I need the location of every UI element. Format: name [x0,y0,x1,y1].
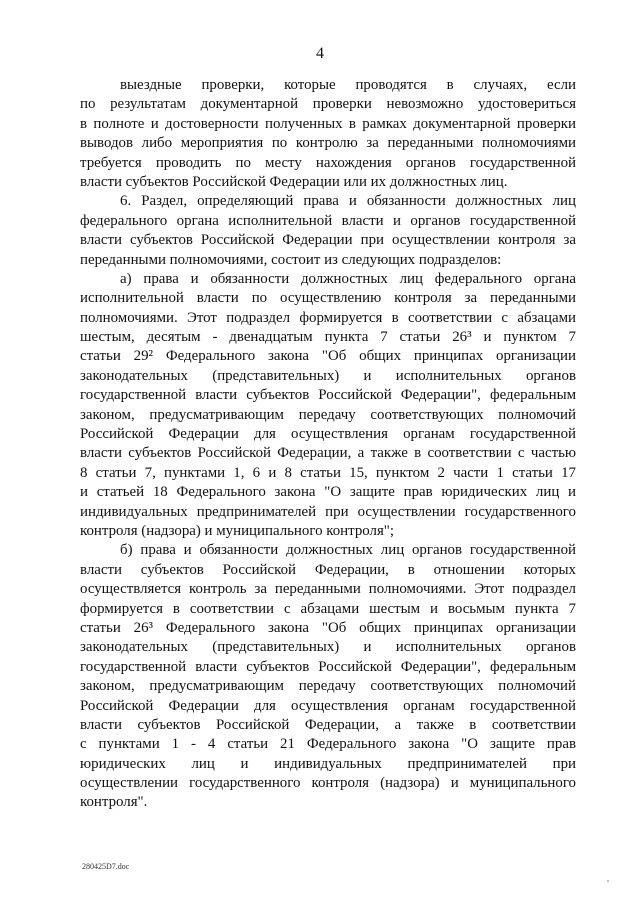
text-line: контроля". [80,794,148,811]
text-line: по результатам документарной проверки невозможно удостовериться [80,96,576,113]
text-line: формируется в соответствии с абзацами шестым и восьмым пункта 7 [80,600,576,617]
text-line: в полноте и достоверности полученных в рамках документарной проверки [80,115,576,132]
text-line: федерального органа исполнительной власти и органов государственной [80,212,576,229]
text-line: законом, предусматривающим передачу соответствующих полномочий [80,678,576,695]
text-line: б) права и обязанности должностных лиц органов государственной [120,542,576,559]
page-number: 4 [316,45,324,62]
text-line: власти субъектов Российской Федерации, а также в соответствии [80,716,576,733]
text-line: власти субъектов Российской Федерации, в отношении которых [80,561,576,578]
text-line: с пунктами 1 - 4 статьи 21 Федерального закона "О защите прав [80,736,576,753]
text-line: государственной власти субъектов Российской Федерации", федеральным [80,387,576,404]
text-line: статьи 29² Федерального закона "Об общих принципах организации [80,348,576,365]
text-line: осуществляется контроль за переданными полномочиями. Этот подраздел [80,581,576,598]
text-line: полномочиями. Этот подраздел формируется в соответствии с абзацами [80,309,576,326]
text-line: а) права и обязанности должностных лиц федерального органа [120,270,576,287]
text-line: статьи 26³ Федерального закона "Об общих принципах организации [80,619,576,636]
text-line: выездные проверки, которые проводятся в случаях, если [120,77,576,93]
text-line: исполнительной власти по осуществлению контроля за переданными [80,290,576,307]
text-line: индивидуальных предпринимателей при осуществлении государственного [80,503,576,520]
text-line: переданными полномочиями, состоит из следующих подразделов: [80,251,502,268]
text-line: власти субъектов Российской Федерации при осуществлении контроля за [80,232,576,249]
text-line: 8 статьи 7, пунктами 1, 6 и 8 статьи 15, пунктом 2 части 1 статьи 17 [80,464,576,481]
text-line: Российской Федерации для осуществления органам государственной [80,697,576,714]
text-line: Российской Федерации для осуществления органам государственной [80,426,576,443]
text-line: законодательных (представительных) и исполнительных органов [80,367,576,384]
document-body [80,76,576,813]
scan-speck [607,880,609,882]
text-line: 6. Раздел, определяющий права и обязанности должностных лиц [120,193,576,210]
text-line: требуется проводить по месту нахождения органов государственной [80,154,576,171]
text-line: контроля (надзора) и муниципального контроля"; [80,522,395,539]
text-line: и статьей 18 Федерального закона "О защите прав юридических лиц и [80,484,576,501]
text-line: шестым, десятым - двенадцатым пункта 7 статьи 26³ и пунктом 7 [80,329,576,346]
text-line: осуществлении государственного контроля (надзора) и муниципального [80,775,576,792]
file-name-footer: 280425D7.doc [82,862,130,871]
text-line: законом, предусматривающим передачу соответствующих полномочий [80,406,576,423]
text-line: власти субъектов Российской Федерации, а также в соответствии с частью [80,445,576,462]
text-line: власти субъектов Российской Федерации или их должностных лиц. [80,173,508,190]
text-line: законодательных (представительных) и исполнительных органов [80,639,576,656]
text-line: юридических лиц и индивидуальных предпринимателей при [80,755,576,772]
text-line: государственной власти субъектов Российской Федерации", федеральным [80,658,576,675]
text-line: выводов либо мероприятия по контролю за переданными полномочиями [80,135,576,152]
